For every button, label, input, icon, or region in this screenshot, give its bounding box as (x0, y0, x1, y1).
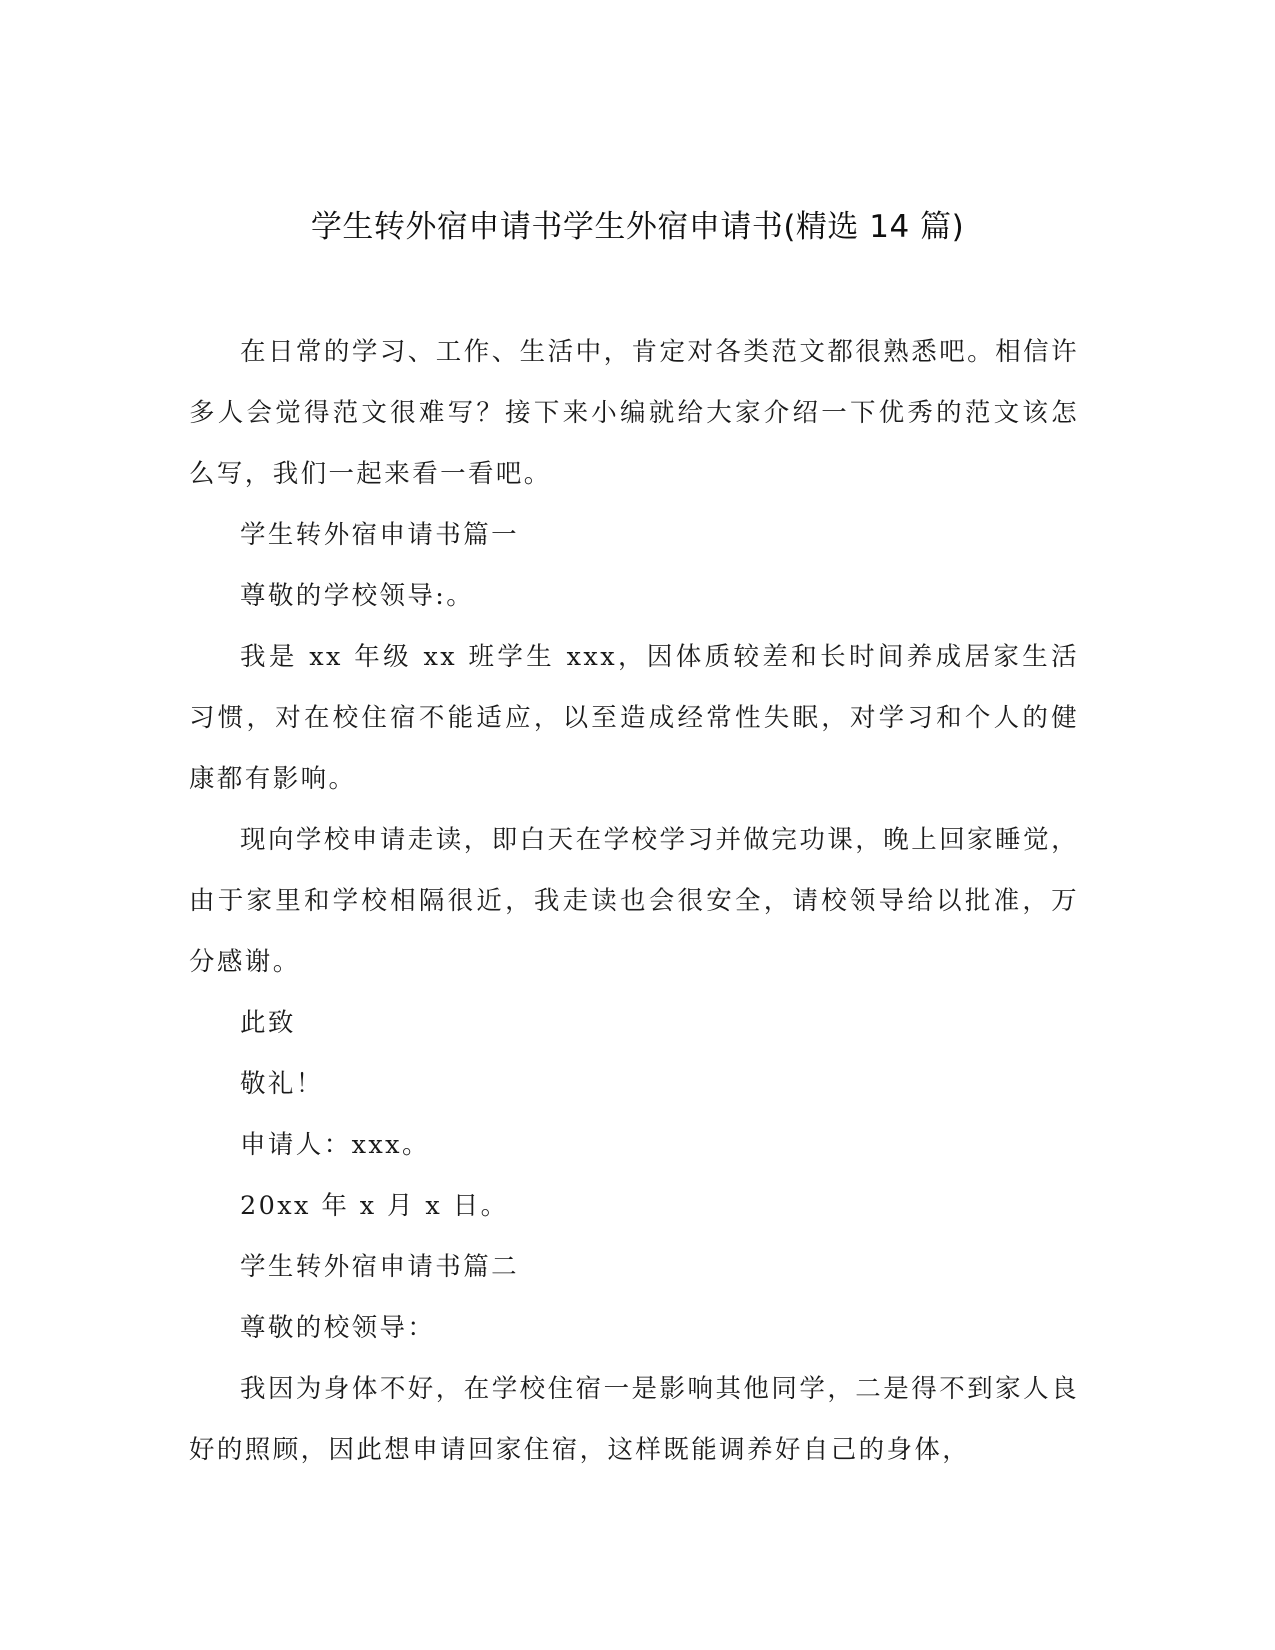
document-body (189, 322, 1079, 1481)
applicant-line: 申请人：xxx。 (240, 1130, 430, 1160)
date-line: 20xx 年 x 月 x 日。 (240, 1191, 509, 1221)
intro-paragraph: 在日常的学习、工作、生活中，肯定对各类范文都很熟悉吧。相信许多人会觉得范文很难写？接下来小编就给大家介绍一下优秀的范文该怎么写，我们一起来看一看吧。 (189, 337, 1079, 489)
salutation-1: 尊敬的学校领导:。 (240, 581, 475, 611)
section-heading-1: 学生转外宿申请书篇一 (240, 520, 520, 550)
salutation-2: 尊敬的校领导： (240, 1313, 436, 1343)
section-heading-2: 学生转外宿申请书篇二 (240, 1252, 520, 1282)
closing-line-2: 敬礼！ (240, 1069, 324, 1099)
letter-1-paragraph-1: 我是 xx 年级 xx 班学生 xxx，因体质较差和长时间养成居家生活习惯，对在校住宿不能适应，以至造成经常性失眠，对学习和个人的健康都有影响。 (189, 642, 1079, 794)
letter-2-paragraph-1: 我因为身体不好，在学校住宿一是影响其他同学，二是得不到家人良好的照顾，因此想申请回家住宿，这样既能调养好自己的身体， (189, 1374, 1079, 1465)
letter-1-paragraph-2: 现向学校申请走读，即白天在学校学习并做完功课，晚上回家睡觉，由于家里和学校相隔很近，我走读也会很安全，请校领导给以批准，万分感谢。 (189, 825, 1079, 977)
closing-line-1: 此致 (240, 1008, 296, 1038)
document-title: 学生转外宿申请书学生外宿申请书(精选 14 篇) (310, 209, 965, 245)
